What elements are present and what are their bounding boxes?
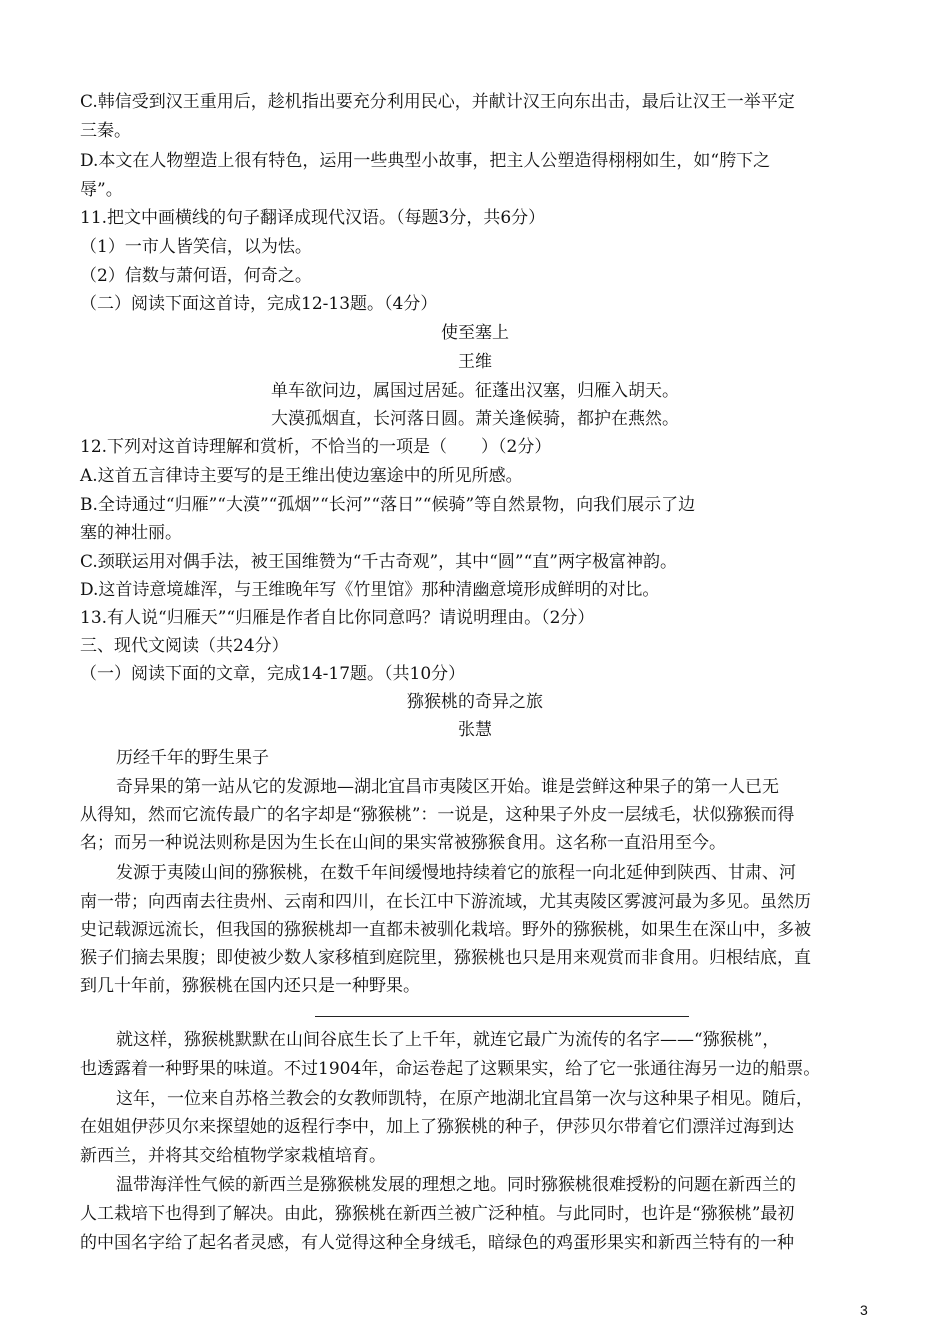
question-11-item-2: （2）信数与萧何语，何奇之。: [80, 266, 312, 286]
poem-title: 使至塞上: [441, 323, 509, 343]
paragraph-2-line2: 南一带；向西南去往贵州、云南和四川，在长江中下游流域，尤其夷陵区雾渡河最为多见。虽然历: [80, 892, 811, 912]
question-11: 11.把文中画横线的句子翻译成现代汉语。（每题3分，共6分）: [80, 208, 546, 228]
page-number: 3: [860, 1302, 868, 1318]
paragraph-3-line2: 也透露着一种野果的味道。不过1904年，命运卷起了这颗果实，给了它一张通往海另一边的船票。: [80, 1059, 821, 1079]
poem-line-1: 单车欲问边，属国过居延。征蓬出汉塞，归雁入胡天。: [271, 381, 679, 401]
question-12-option-b-line2: 塞的神壮丽。: [80, 523, 182, 543]
article-subheading: 历经千年的野生果子: [116, 748, 269, 768]
answer-blank-line: [315, 1016, 689, 1017]
option-d-line1: D.本文在人物塑造上很有特色，运用一些典型小故事，把主人公塑造得栩栩如生，如“胯下之: [80, 151, 771, 171]
section-heading-poem: （二）阅读下面这首诗，完成12-13题。（4分）: [80, 294, 438, 314]
paragraph-1-line2: 从得知，然而它流传最广的名字却是“猕猴桃”：一说是，这种果子外皮一层绒毛，状似猕猴而得: [80, 805, 795, 825]
option-c-line2: 三秦。: [80, 121, 131, 141]
option-d-line2: 辱”。: [80, 180, 123, 200]
section-heading-modern: 三、现代文阅读（共24分）: [80, 636, 289, 656]
question-13: 13.有人说“归雁天”“归雁是作者自比你同意吗？请说明理由。（2分）: [80, 608, 595, 628]
question-12-option-c: C.颈联运用对偶手法，被王国维赞为“千古奇观”，其中“圆”“直”两字极富神韵。: [80, 552, 677, 572]
paragraph-2-line4: 猴子们摘去果腹；即使被少数人家移植到庭院里，猕猴桃也只是用来观赏而非食用。归根结底，直: [80, 948, 811, 968]
poem-line-2: 大漠孤烟直，长河落日圆。萧关逢候骑，都护在燕然。: [271, 409, 679, 429]
article-title: 猕猴桃的奇异之旅: [407, 692, 543, 712]
paragraph-2-line5: 到几十年前，猕猴桃在国内还只是一种野果。: [80, 976, 420, 996]
paragraph-2-line3: 史记载源远流长，但我国的猕猴桃却一直都未被驯化栽培。野外的猕猴桃，如果生在深山中，多被: [80, 920, 811, 940]
paragraph-5-line1: 温带海洋性气候的新西兰是猕猴桃发展的理想之地。同时猕猴桃很难授粉的问题在新西兰的: [116, 1175, 796, 1195]
paragraph-5-line2: 人工栽培下也得到了解决。由此，猕猴桃在新西兰被广泛种植。与此同时，也许是“猕猴桃”最初: [80, 1204, 795, 1224]
section-heading-article: （一）阅读下面的文章，完成14-17题。（共10分）: [80, 664, 466, 684]
question-12-option-a: A.这首五言律诗主要写的是王维出使边塞途中的所见所感。: [80, 466, 523, 486]
paragraph-4-line3: 新西兰，并将其交给植物学家栽植培育。: [80, 1146, 386, 1166]
question-12-option-b-line1: B.全诗通过“归雁”“大漠”“孤烟”“长河”“落日”“候骑”等自然景物，向我们展示了边: [80, 495, 696, 515]
paragraph-4-line2: 在姐姐伊莎贝尔来探望她的返程行李中，加上了猕猴桃的种子，伊莎贝尔带着它们漂洋过海到达: [80, 1117, 794, 1137]
paragraph-5-line3: 的中国名字给了起名者灵感，有人觉得这种全身绒毛，暗绿色的鸡蛋形果实和新西兰特有的一种: [80, 1233, 794, 1253]
question-11-item-1: （1）一市人皆笑信，以为怯。: [80, 237, 312, 257]
paragraph-2-line1: 发源于夷陵山间的猕猴桃，在数千年间缓慢地持续着它的旅程一向北延伸到陕西、甘肃、河: [116, 863, 796, 883]
question-12-option-d: D.这首诗意境雄浑，与王维晚年写《竹里馆》那种清幽意境形成鲜明的对比。: [80, 580, 660, 600]
poem-author: 王维: [458, 352, 492, 372]
article-author: 张慧: [458, 720, 492, 740]
option-c-line1: C.韩信受到汉王重用后，趁机指出要充分利用民心，并献计汉王向东出击，最后让汉王一举平定: [80, 92, 795, 112]
paragraph-4-line1: 这年，一位来自苏格兰教会的女教师凯特，在原产地湖北宜昌第一次与这种果子相见。随后，: [116, 1089, 813, 1109]
paragraph-1-line1: 奇异果的第一站从它的发源地—湖北宜昌市夷陵区开始。谁是尝鲜这种果子的第一人已无: [116, 777, 779, 797]
paragraph-1-line3: 名；而另一种说法则称是因为生长在山间的果实常被猕猴食用。这名称一直沿用至今。: [80, 833, 726, 853]
paragraph-3-line1: 就这样，猕猴桃默默在山间谷底生长了上千年，就连它最广为流传的名字——“猕猴桃”，: [116, 1030, 780, 1050]
question-12: 12.下列对这首诗理解和赏析，不恰当的一项是（ ）（2分）: [80, 437, 552, 457]
